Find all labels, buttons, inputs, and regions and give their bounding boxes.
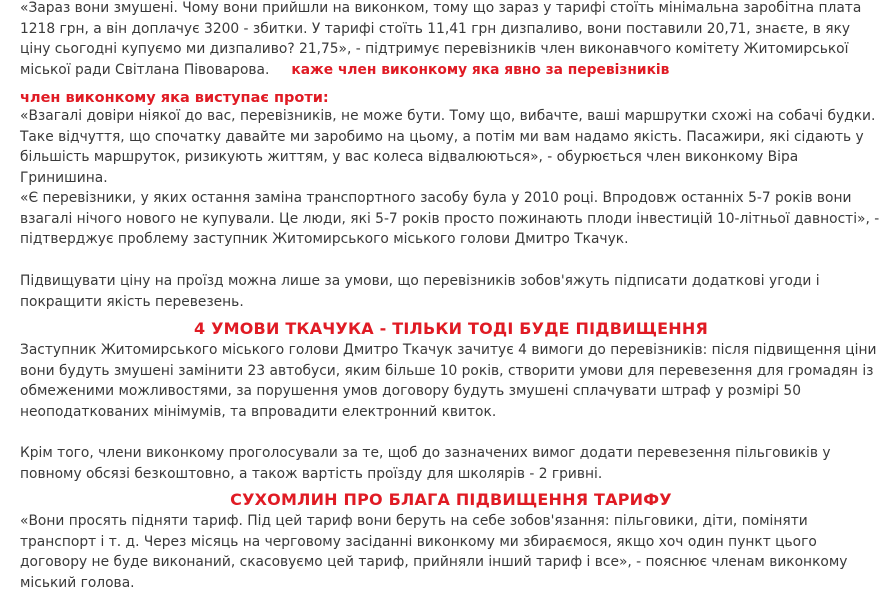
paragraph-quote-hrynyshyna: [20, 106, 882, 188]
quote-sukhomlyn-text: «Вони просять підняти тариф. Під цей тариф вони беруть на себе зобов'язання: пільговики, діти, поміняти транспорт і т. д. Через місяць на черговому засіданні виконкому ми збираємося, якщо хоч один пункт цього договору не буде виконаний, скасовуємо цей тариф, прийняли інший тариф і все», - пояснює членам виконкому міський голова.: [20, 513, 848, 591]
subheading-against-text: член виконкому яка виступає проти:: [20, 90, 329, 106]
paragraph-quote-tkachuk: [20, 188, 882, 250]
tkachuk-demands-text: Заступник Житомирського міського голови Дмитро Ткачук зачитує 4 вимоги до перевізників: після підвищення ціни вони будуть змушені замінити 23 автобуси, яким більше 10 років, створити умови для перевезення для громадян із обмеженими можливостями, за порушення умов договору будуть змушені сплачувати штраф у розмірі 50 неоподаткованих мінімумів, та впровадити електронний квиток.: [20, 342, 877, 420]
paragraph-tkachuk-demands: [20, 340, 882, 422]
editorial-note-pro: каже член виконкому яка явно за перевізників: [291, 61, 670, 78]
heading-tkachuk-conditions: [20, 319, 882, 340]
paragraph-additional-vote: [20, 443, 882, 484]
quote-hrynyshyna-text: «Взагалі довіри ніякої до вас, перевізників, не може бути. Тому що, вибачте, ваші маршрутки схожі на собачі будки. Таке відчуття, що спочатку давайте ми заробимо на цьому, а потім ми вам надамо якість. Пасажири, які сідають у більшість маршруток, ризикують життям, у вас колеса відвалюються», - обурюється член виконкому Віра Гринишина.: [20, 108, 876, 186]
paragraph-quote-pivovarova: [20, 0, 882, 80]
heading-tkachuk-conditions-text: 4 УМОВИ ТКАЧУКА - ТІЛЬКИ ТОДІ БУДЕ ПІДВИЩЕННЯ: [194, 319, 708, 338]
heading-sukhomlyn: [20, 490, 882, 511]
paragraph-price-condition: [20, 271, 882, 312]
quote-tkachuk-text: «Є перевізники, у яких остання заміна транспортного засобу була у 2010 році. Впродовж останніх 5-7 років вони взагалі нічого нового не купували. Це люди, які 5-7 років просто пожинають плоди інвестицій 10-літньої давності», - підтверджує проблему заступник Житомирського міського голови Дмитро Ткачук.: [20, 190, 880, 247]
price-condition-text: Підвищувати ціну на проїзд можна лише за умови, що перевізників зобов'яжуть підписати додаткові угоди і покращити якість перевезень.: [20, 273, 820, 310]
heading-sukhomlyn-text: СУХОМЛИН ПРО БЛАГА ПІДВИЩЕННЯ ТАРИФУ: [230, 490, 672, 509]
additional-vote-text: Крім того, члени виконкому проголосували за те, щоб до зазначених вимог додати перевезення пільговиків у повному обсязі безкоштовно, а також вартість проїзду для школярів - 2 гривні.: [20, 445, 831, 482]
quote-pivovarova-text: «Зараз вони змушені. Чому вони прийшли на виконком, тому що зараз у тарифі стоїть мінімальна заробітна плата 1218 грн, а він доплачує 3200 - збитки. У тарифі стоїть 11,41 грн дизпаливо, вони поставили 20,71, знаєте, в яку ціну сьогодні купуємо ми дизпаливо? 21,75», - підтримує перевізників член виконавчого комітету Житомирської міської ради Світлана Півоварова.: [20, 0, 862, 78]
